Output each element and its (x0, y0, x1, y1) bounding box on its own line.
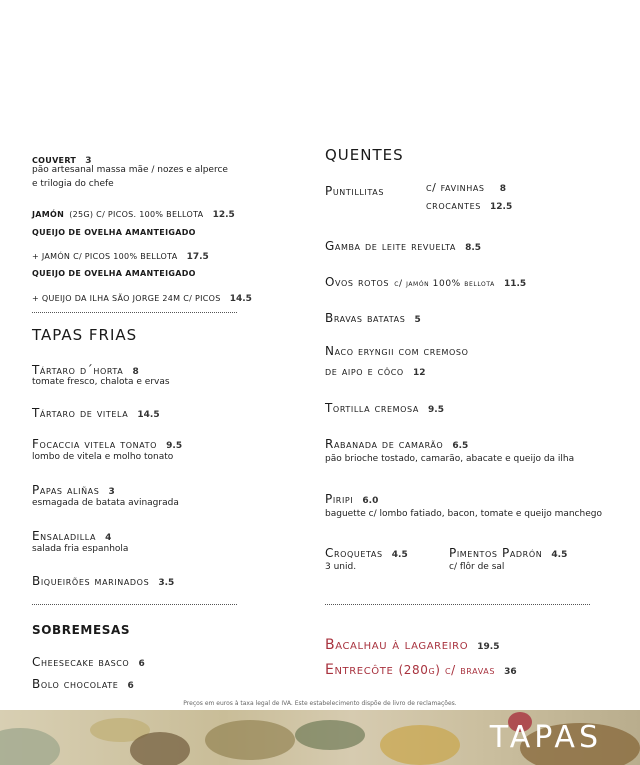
item-name: Entrecôte (325, 662, 394, 678)
item-desc: 3 unid. (325, 562, 357, 572)
item-price: 4 (105, 533, 112, 543)
item-price: 12.5 (490, 202, 513, 212)
item-price: 6 (127, 681, 134, 691)
item-name: Piripi (325, 492, 354, 506)
puntillitas-opt2 (426, 194, 512, 213)
queijo2-name: QUEIJO DE OVELHA AMANTEIGADO (32, 269, 196, 278)
couvert-desc-1: pão artesanal massa mãe / nozes e alperce (32, 165, 228, 175)
couvert-desc-2: e trilogia do chefe (32, 179, 114, 189)
item-desc: esmagada de batata avinagrada (32, 498, 179, 508)
item-name: de aipo e côco (325, 364, 404, 378)
item-name: Gamba de leite revuelta (325, 239, 456, 253)
item-name: Tártaro d´horta (32, 363, 124, 377)
menu-item-ovos (325, 271, 526, 290)
item-name: Croquetas (325, 546, 383, 560)
item-name: Ovos rotos (325, 275, 390, 289)
item-price: 8 (499, 184, 506, 194)
item-name: Papas aliñas (32, 483, 100, 497)
jamon-item (32, 202, 235, 221)
item-price: 4.5 (391, 550, 408, 560)
item-price: 9.5 (428, 405, 444, 415)
banner-title: TAPAS (489, 720, 602, 755)
item-option: c/ favinhas (426, 181, 485, 194)
item-price: 3 (108, 487, 115, 497)
item-name: Biqueirões marinados (32, 574, 150, 588)
menu-item-tartaro-vitela (32, 402, 160, 421)
queijo2-sub: + QUEIJO DA ILHA SÃO JORGE 24M C/ PICOS (32, 294, 221, 303)
footer-banner (0, 710, 640, 765)
item-desc: tomate fresco, chalota e ervas (32, 377, 170, 387)
item-price: 5 (414, 315, 421, 325)
sobremesas-title: SOBREMESAS (32, 623, 131, 637)
jamon-name: JAMÓN (32, 210, 65, 219)
menu-item-biqueiroes (32, 570, 174, 589)
jamon-price: 12.5 (212, 210, 235, 220)
item-price: 8.5 (465, 243, 482, 253)
menu-item-croquetas (325, 542, 408, 561)
menu-item-cheesecake (32, 651, 145, 670)
item-name: Ensaladilla (32, 529, 97, 543)
item-price: 12 (412, 368, 426, 378)
item-name: Bravas batatas (325, 311, 406, 325)
legal-note: Preços em euros à taxa legal de IVA. Este estabelecimento dispõe de livro de reclamações. (183, 700, 457, 707)
divider-1 (32, 312, 237, 313)
queijo1-sub: + JAMÓN C/ PICOS 100% BELLOTA (32, 252, 178, 261)
item-name: Bacalhau à lagareiro (325, 637, 469, 653)
item-price: 6.0 (362, 496, 379, 506)
menu-item-naco (325, 360, 425, 379)
item-desc: lombo de vitela e molho tonato (32, 452, 174, 462)
menu-item-rabanada (325, 433, 468, 452)
item-name: Pimentos Padrón (449, 546, 543, 560)
menu-item-pimentos (449, 542, 567, 561)
menu-item-entrecote (325, 659, 517, 678)
couvert-price: 3 (85, 156, 92, 166)
menu-item-bacalhau (325, 634, 500, 653)
divider-3 (325, 604, 590, 605)
item-price: 19.5 (477, 642, 500, 652)
queijo1-name: QUEIJO DE OVELHA AMANTEIGADO (32, 228, 196, 237)
divider-2 (32, 604, 237, 605)
item-name: Tortilla cremosa (325, 401, 419, 415)
item-price: 14.5 (137, 410, 160, 420)
menu-item-gamba (325, 235, 481, 254)
queijo2-sub-row (32, 286, 252, 305)
naco-name-1: Naco eryngii com cremoso (325, 344, 469, 358)
item-price: 8 (132, 367, 139, 377)
item-detail: (280g) c/ bravas (398, 663, 496, 677)
item-price: 3.5 (158, 578, 175, 588)
item-desc: baguette c/ lombo fatiado, bacon, tomate e queijo manchego (325, 509, 602, 519)
quentes-title: QUENTES (325, 146, 404, 164)
menu-item-tortilla (325, 397, 444, 416)
item-detail: c/ jamón 100% bellota (394, 279, 495, 289)
item-price: 6.5 (452, 441, 469, 451)
jamon-detail: (25G) C/ PICOS. 100% BELLOTA (69, 210, 204, 219)
menu-item-bolo (32, 673, 134, 692)
puntillitas-opt1 (426, 176, 506, 195)
item-name: Focaccia vitela tonato (32, 437, 158, 451)
item-name: Tártaro de vitela (32, 406, 129, 420)
item-name: Bolo chocolate (32, 677, 119, 691)
item-price: 6 (138, 659, 145, 669)
item-name: Rabanada de camarão (325, 437, 444, 451)
menu-item-piripi (325, 488, 378, 507)
item-desc: pão brioche tostado, camarão, abacate e queijo da ilha (325, 454, 575, 464)
item-desc: salada fria espanhola (32, 544, 129, 554)
item-desc: c/ flôr de sal (449, 562, 505, 572)
couvert-name: COUVERT (32, 156, 77, 165)
puntillitas-name: Puntillitas (325, 184, 385, 198)
tapas-frias-title: TAPAS FRIAS (32, 326, 138, 344)
item-price: 4.5 (551, 550, 568, 560)
item-option: crocantes (426, 199, 481, 212)
queijo2-price: 14.5 (229, 294, 252, 304)
queijo1-sub-row (32, 244, 209, 263)
menu-item-bravas (325, 307, 421, 326)
item-price: 11.5 (503, 279, 527, 289)
item-name: Cheesecake basco (32, 655, 130, 669)
item-price: 9.5 (166, 441, 183, 451)
queijo1-price: 17.5 (186, 252, 209, 262)
item-price: 36 (504, 667, 517, 677)
